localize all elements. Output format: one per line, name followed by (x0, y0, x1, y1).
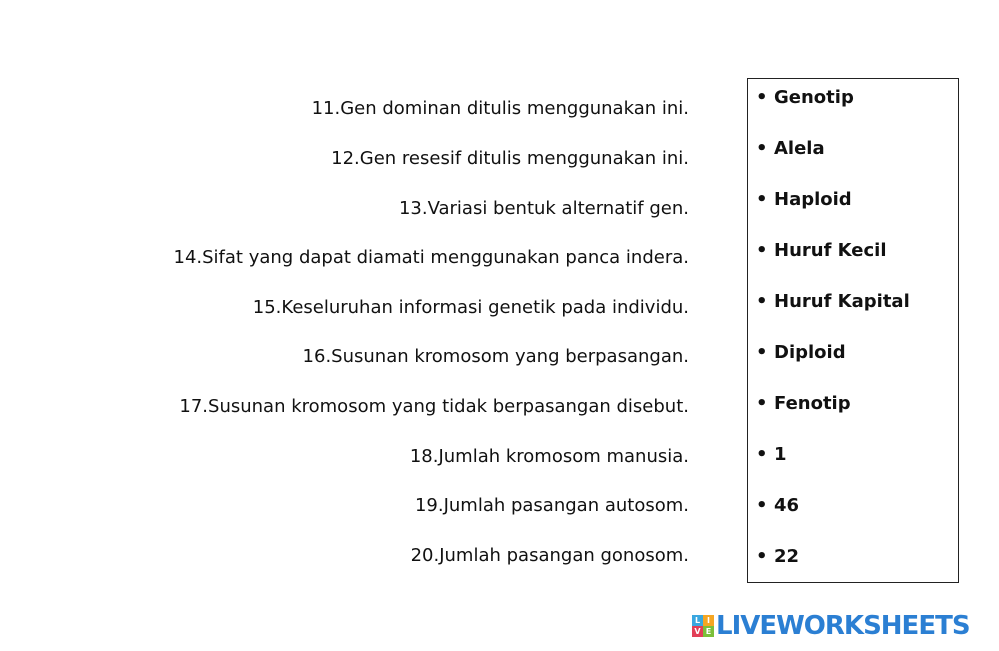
question-20: 20.Jumlah pasangan gonosom. (410, 545, 689, 566)
logo-text: LIVEWORKSHEETS (716, 611, 970, 641)
question-13: 13.Variasi bentuk alternatif gen. (398, 198, 689, 219)
answer-label: Haploid (774, 189, 852, 210)
question-15: 15.Keseluruhan informasi genetik pada individu. (252, 297, 689, 318)
bullet-icon: • (756, 291, 768, 312)
answer-item[interactable] (756, 291, 910, 313)
answer-label: Genotip (774, 87, 854, 108)
answer-choices-box (747, 78, 959, 583)
answer-label: Diploid (774, 342, 846, 363)
answer-label: Huruf Kecil (774, 240, 887, 261)
answer-label: Alela (774, 138, 825, 159)
bullet-icon: • (756, 546, 768, 567)
question-19: 19.Jumlah pasangan autosom. (414, 495, 689, 516)
answer-label: Huruf Kapital (774, 291, 910, 312)
bullet-icon: • (756, 87, 768, 108)
liveworksheets-logo[interactable] (692, 611, 970, 641)
answer-item[interactable] (756, 546, 799, 568)
answer-item[interactable] (756, 138, 825, 160)
question-11: 11.Gen dominan ditulis menggunakan ini. (311, 98, 689, 119)
answer-label: 46 (774, 495, 800, 516)
answer-item[interactable] (756, 393, 851, 415)
answer-label: 22 (774, 546, 800, 567)
answer-item[interactable] (756, 240, 887, 262)
answer-item[interactable] (756, 342, 846, 364)
answer-label: Fenotip (774, 393, 851, 414)
bullet-icon: • (756, 342, 768, 363)
question-16: 16.Susunan kromosom yang berpasangan. (302, 346, 689, 367)
bullet-icon: • (756, 189, 768, 210)
question-12: 12.Gen resesif ditulis menggunakan ini. (331, 148, 689, 169)
question-14: 14.Sifat yang dapat diamati menggunakan panca indera. (173, 247, 689, 268)
answer-item[interactable] (756, 189, 852, 211)
bullet-icon: • (756, 138, 768, 159)
answer-label: 1 (774, 444, 787, 465)
question-18: 18.Jumlah kromosom manusia. (409, 446, 689, 467)
liveworksheets-mark-icon: L I V E (692, 615, 714, 637)
bullet-icon: • (756, 495, 768, 516)
bullet-icon: • (756, 393, 768, 414)
answer-item[interactable] (756, 444, 787, 466)
answer-item[interactable] (756, 87, 854, 109)
answer-item[interactable] (756, 495, 799, 517)
bullet-icon: • (756, 444, 768, 465)
bullet-icon: • (756, 240, 768, 261)
question-17: 17.Susunan kromosom yang tidak berpasangan disebut. (179, 396, 689, 417)
